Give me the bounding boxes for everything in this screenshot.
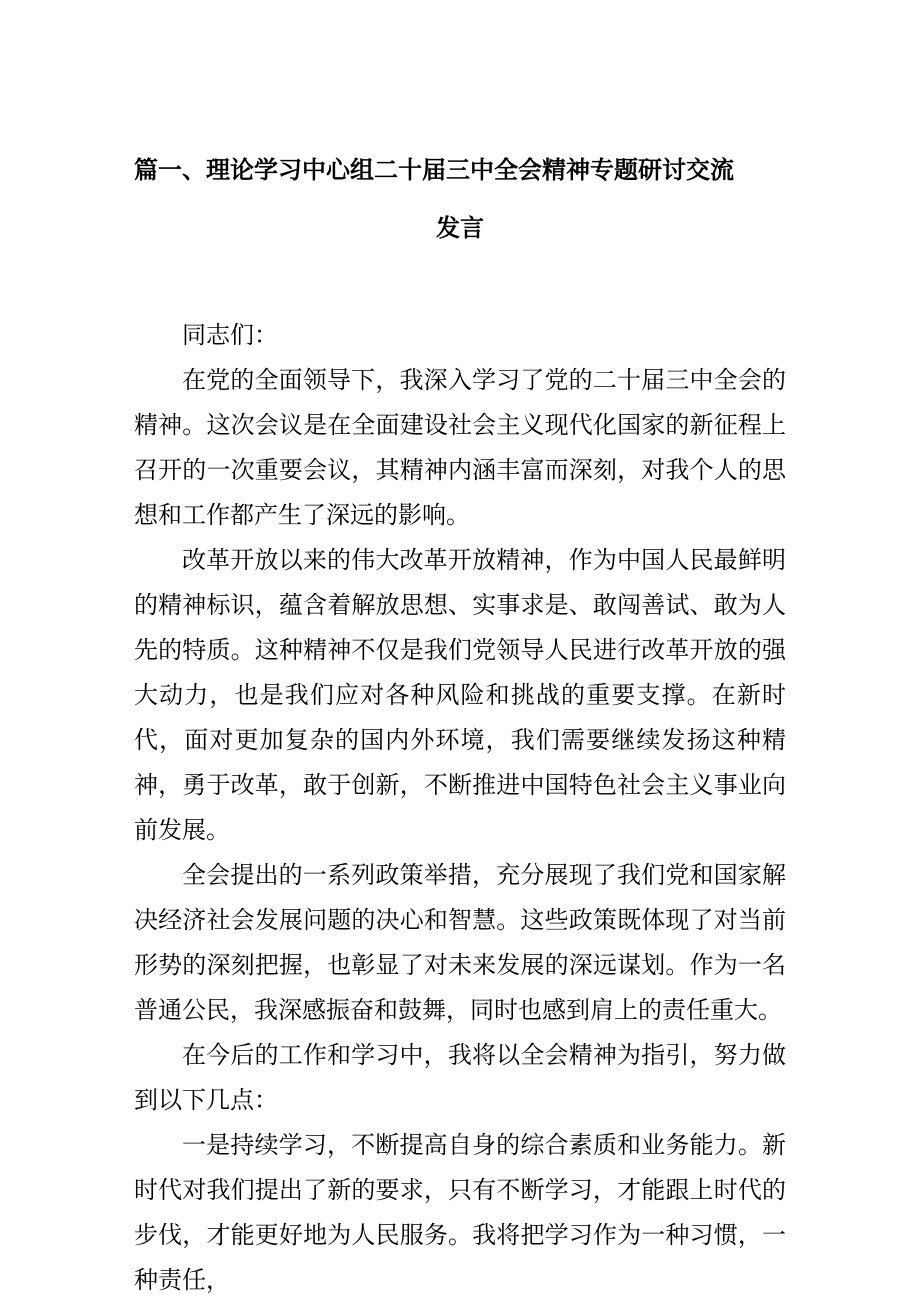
paragraph: 一是持续学习，不断提高自身的综合素质和业务能力。新时代对我们提出了新的要求，只有不断学习，才能跟上时代的步伐，才能更好地为人民服务。我将把学习作为一种习惯，一种责任， — [134, 1131, 786, 1294]
paragraph: 在今后的工作和学习中，我将以全会精神为指引，努力做到以下几点： — [134, 1041, 786, 1114]
document-title-line-2: 发言 — [436, 214, 484, 242]
paragraph: 改革开放以来的伟大改革开放精神，作为中国人民最鲜明的精神标识，蕴含着解放思想、实事求是、敢闯善试、敢为人先的特质。这种精神不仅是我们党领导人民进行改革开放的强大动力，也是我们应对各种风险和挑战的重要支撑。在新时代，面对更加复杂的国内外环境，我们需要继续发扬这种精神，勇于改革，敢于创新，不断推进中国特色社会主义事业向前发展。 — [134, 546, 786, 844]
paragraph: 在党的全面领导下，我深入学习了党的二十届三中全会的精神。这次会议是在全面建设社会主义现代化国家的新征程上召开的一次重要会议，其精神内涵丰富而深刻，对我个人的思想和工作都产生了深远的影响。 — [134, 366, 786, 529]
salutation: 同志们： — [182, 321, 278, 349]
document-title-line-1: 篇一、理论学习中心组二十届三中全会精神专题研讨交流 — [134, 156, 734, 184]
paragraph: 全会提出的一系列政策举措，充分展现了我们党和国家解决经济社会发展问题的决心和智慧。这些政策既体现了对当前形势的深刻把握，也彰显了对未来发展的深远谋划。作为一名普通公民，我深感振奋和鼓舞，同时也感到肩上的责任重大。 — [134, 861, 786, 1024]
document-body — [134, 313, 786, 1303]
